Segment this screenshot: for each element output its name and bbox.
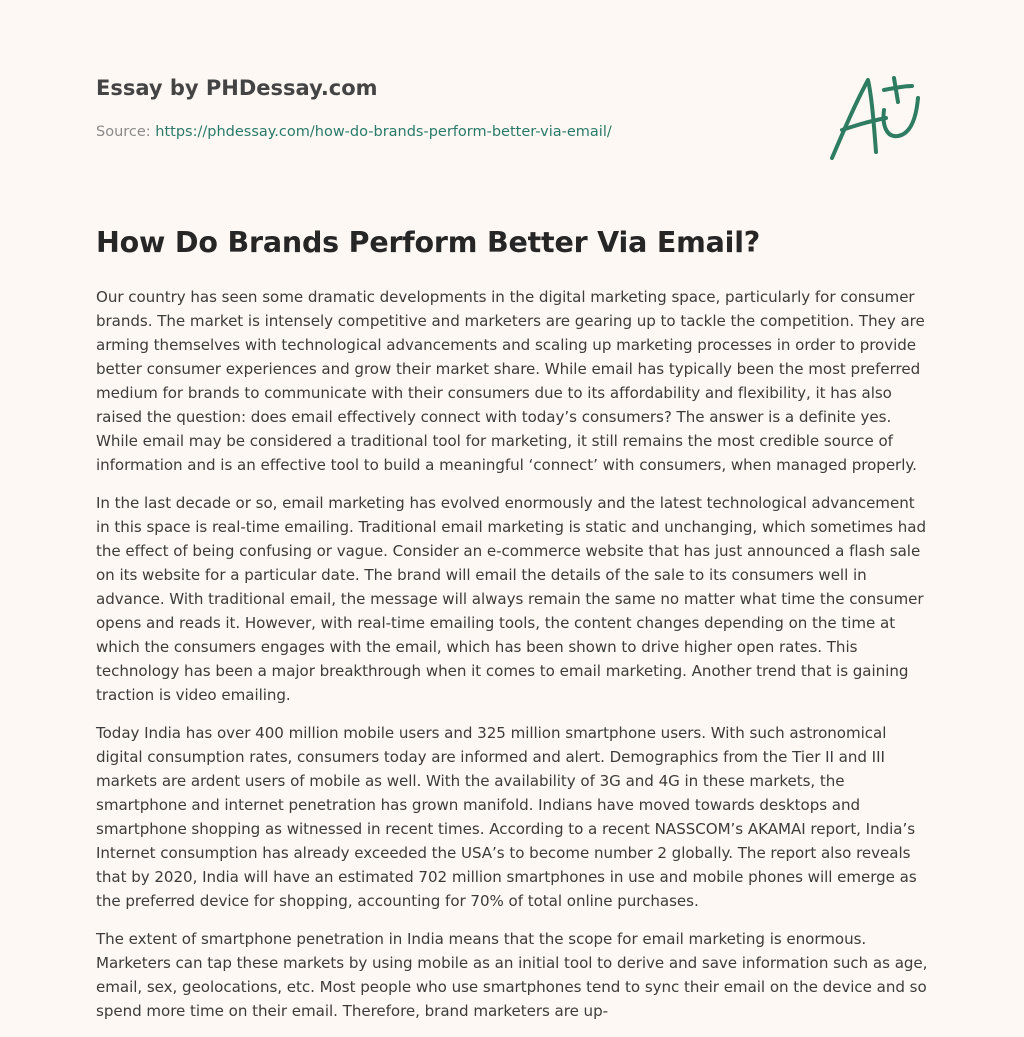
- source-line: [96, 124, 612, 140]
- essay-header: [96, 0, 928, 190]
- source-label: Source:: [96, 124, 156, 140]
- paragraph: Today India has over 400 million mobile users and 325 million smartphone users. With such astronomical digital consumption rates, consumers today are informed and alert. Demographics from the Tier II and III markets are ardent users of mobile as well. With the availability of 3G and 4G in these markets, the smartphone and internet penetration has grown manifold. Indians have moved towards desktops and smartphone shopping as witnessed in recent times. According to a recent NASSCOM’s AKAMAI report, India’s Internet consumption has already exceeded the USA’s to become number 2 globally. The report also reveals that by 2020, India will have an estimated 702 million smartphones in use and mobile phones will emerge as the preferred device for shopping, accounting for 70% of total online purchases.: [96, 724, 917, 910]
- source-link[interactable]: https://phdessay.com/how-do-brands-perform-better-via-email/: [155, 124, 612, 140]
- a-plus-logo-icon: [824, 68, 928, 164]
- paragraph: The extent of smartphone penetration in India means that the scope for email marketing is enormous. Marketers can tap these markets by using mobile as an initial tool to derive and save information such as age, email, sex, geolocations, etc. Most people who use smartphones tend to sync their email on the device and so spend more time on their email. Therefore, brand marketers are up-: [96, 930, 928, 1020]
- paragraph: Our country has seen some dramatic developments in the digital marketing space, particularly for consumer brands. The market is intensely competitive and marketers are gearing up to tackle the competition. They are arming themselves with technological advancements and scaling up marketing processes in order to provide better consumer experiences and grow their market share. While email has typically been the most preferred medium for brands to communicate with their consumers due to its affordability and flexibility, it has also raised the question: does email effectively connect with today’s consumers? The answer is a definite yes. While email may be considered a traditional tool for marketing, it still remains the most credible source of information and is an effective tool to build a meaningful ‘connect’ with consumers, when managed properly.: [96, 288, 925, 474]
- article-title: How Do Brands Perform Better Via Email?: [96, 226, 761, 259]
- paragraph: In the last decade or so, email marketing has evolved enormously and the latest technological advancement in this space is real-time emailing. Traditional email marketing is static and unchanging, which sometimes had the effect of being confusing or vague. Consider an e-commerce website that has just announced a flash sale on its website for a particular date. The brand will email the details of the sale to its consumers well in advance. With traditional email, the message will always remain the same no matter what time the consumer opens and reads it. However, with real-time emailing tools, the content changes depending on the time at which the consumers engages with the email, which has been shown to drive higher open rates. This technology has been a major breakthrough when it comes to email marketing. Another trend that is gaining traction is video emailing.: [96, 494, 926, 704]
- article-body: [96, 285, 932, 1037]
- brand-title: Essay by PHDessay.com: [96, 76, 378, 100]
